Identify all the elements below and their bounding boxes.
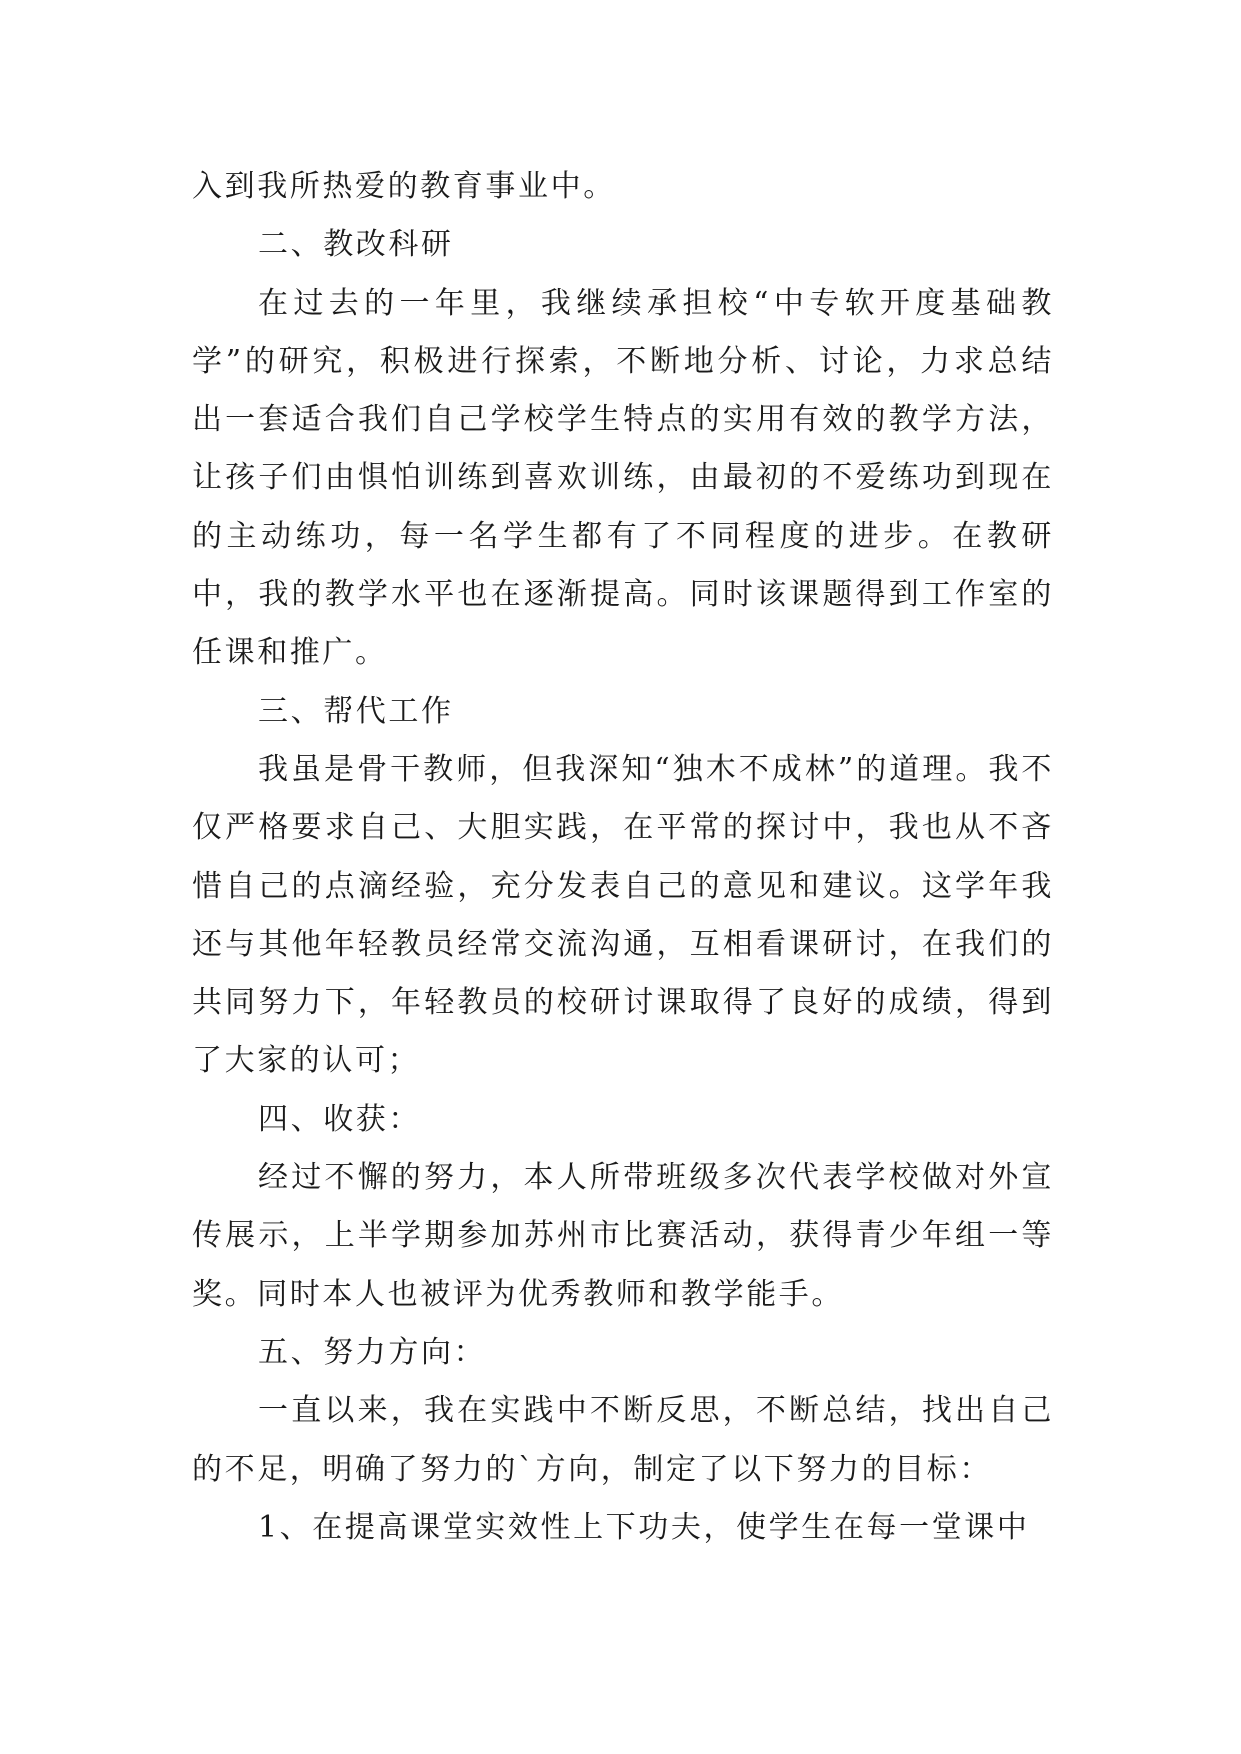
section-heading-mentoring: 三、帮代工作 — [258, 693, 454, 729]
section-heading-direction: 五、努力方向： — [258, 1334, 487, 1370]
document-body — [192, 158, 1054, 1557]
section-heading-achievements: 四、收获： — [258, 1101, 421, 1137]
paragraph-achievements: 经过不懈的努力，本人所带班级多次代表学校做对外宣传展示，上半学期参加苏州市比赛活动，获得青少年组一等奖。同时本人也被评为优秀教师和教学能手。 — [192, 1160, 1054, 1312]
paragraph-direction: 一直以来，我在实践中不断反思，不断总结，找出自己的不足，明确了努力的`方向，制定了以下努力的目标： — [192, 1393, 1054, 1487]
paragraph-mentoring: 我虽是骨干教师，但我深知“独木不成林”的道理。我不仅严格要求自己、大胆实践，在平常的探讨中，我也从不吝惜自己的点滴经验，充分发表自己的意见和建议。这学年我还与其他年轻教员经常交流沟通，互相看课研讨，在我们的共同努力下，年轻教员的校研讨课取得了良好的成绩，得到了大家的认可； — [192, 751, 1054, 1079]
section-heading-research: 二、教改科研 — [258, 227, 454, 263]
paragraph-goal-1: 1、在提高课堂实效性上下功夫，使学生在每一堂课中 — [258, 1509, 1030, 1545]
paragraph-continuation: 入到我所热爱的教育事业中。 — [192, 169, 616, 204]
paragraph-research: 在过去的一年里，我继续承担校“中专软开度基础教学”的研究，积极进行探索，不断地分析、讨论，力求总结出一套适合我们自己学校学生特点的实用有效的教学方法，让孩子们由惧怕训练到喜欢训练，由最初的不爱练功到现在的主动练功，每一名学生都有了不同程度的进步。在教研中，我的教学水平也在逐渐提高。同时该课题得到工作室的任课和推广。 — [192, 285, 1054, 671]
